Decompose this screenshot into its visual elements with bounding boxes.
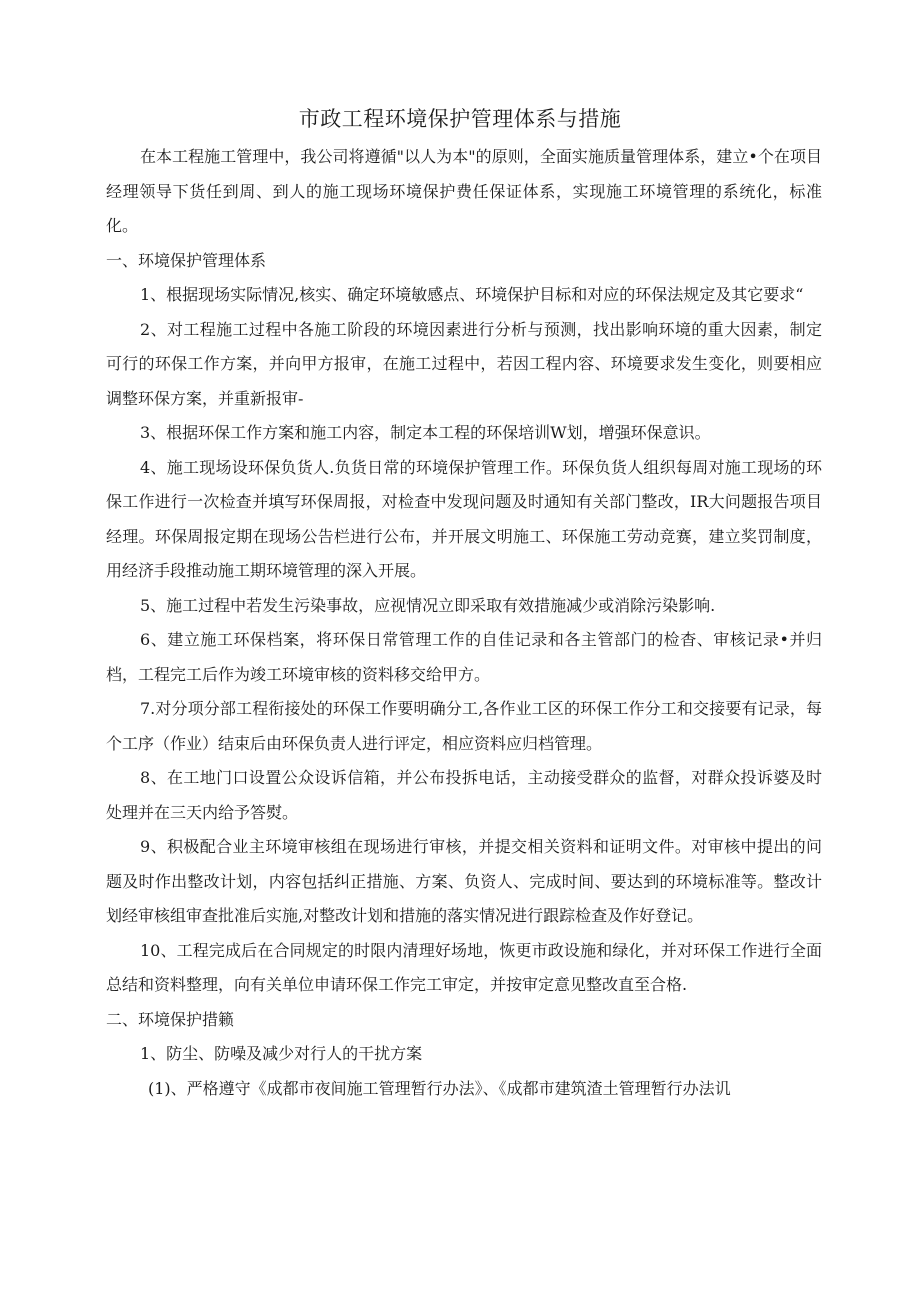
section-heading-measures: 二、环境保护措籁 (106, 1009, 235, 1029)
list-item: 5、施工过程中若发生污染事故，应视情况立即采取有效措施减少或消除污染影响. (140, 595, 716, 615)
list-item: 7.对分项分部工程衔接处的环保工作要明确分工,各作业工区的环保工作分工和交接要有记录，每个工序（作业）结束后由环保负责人进行评定，相应资料应归档管理。 (106, 699, 822, 753)
list-item: 2、对工程施工过程中各施工阶段的环境因素进行分析与预测，找出影响环境的重大因素，制定可行的环保工作方案，并向甲方报审，在施工过程中，若因工程内容、环境要求发生变化，则要相应调整环保方案，并重新报审- (106, 319, 822, 408)
list-item: 4、施工现场设环保负货人.负货日常的环境保护管理工作。环保负货人组织每周对施工现场的环保工作进行一次检查并填写环保周报，对检查中发现问题及时通知有关部门整改，IR大问题报告项目经理。环保周报定期在现场公告栏进行公布，并开展文明施工、环保施工劳动竞赛，建立奖罚制度，用经济手段推动施工期环境管理的深入开展。 (106, 457, 822, 580)
list-item: 1、根据现场实际情况,核实、确定环境敏感点、环境保护目标和对应的环保法规定及其它要求“ (140, 285, 804, 304)
document-title: 市政工程环境保护管理体系与措施 (298, 107, 622, 131)
subsection-heading-dust-noise: 1、防尘、防噪及减少对行人的干扰方案 (140, 1044, 423, 1063)
document-body (106, 140, 822, 1106)
section-heading-management-system: 一、环境保护管理体系 (106, 250, 267, 270)
list-item: 3、根据环保工作方案和施工内容，制定本工程的环保培训W划，增强环保意识。 (140, 423, 711, 442)
list-item: 6、建立施工环保档案，将环保日常管理工作的自佳记录和各主管部门的检杳、审核记录•并归档，工程完工后作为竣工环境审核的资料移交给甲方。 (106, 630, 822, 684)
intro-paragraph: 在本工程施工管理中，我公司将遵循"以人为本"的原则，全面实施质量管理体系，建立•个在项目经理领导下货任到周、到人的施工现场环境保护费任保证体系，实现施工环境管理的系统化，标准化。 (106, 147, 822, 235)
list-item: 8、在工地门口设置公众设诉信箱，并公布投拆电话，主动接受群众的监督，对群众投诉婆及时处理并在三天内给予答熨。 (106, 768, 822, 822)
list-item: 10、工程完成后在合同规定的时限内清理好场地，恢更市政设施和绿化，并对环保工作进行全面总结和资料整理，向有关单位申请环保工作完工审定，并按审定意见整改直至合格. (106, 940, 822, 994)
list-item: 9、积极配合业主环境审核组在现场进行审核，并提交相关资料和证明文件。对审核中提出的问题及时作出整改计划，内容包括纠正措施、方案、负资人、完成时间、要达到的环境标准等。整改计划经审核组审查批准后实施,对整改计划和措施的落实情况进行跟踪检查及作好登记。 (106, 837, 822, 925)
list-item: (1)、严格遵守《成都市夜间施工管理暂行办法》、《成都市建筑渣土管理暂行办法讥 (148, 1078, 731, 1098)
